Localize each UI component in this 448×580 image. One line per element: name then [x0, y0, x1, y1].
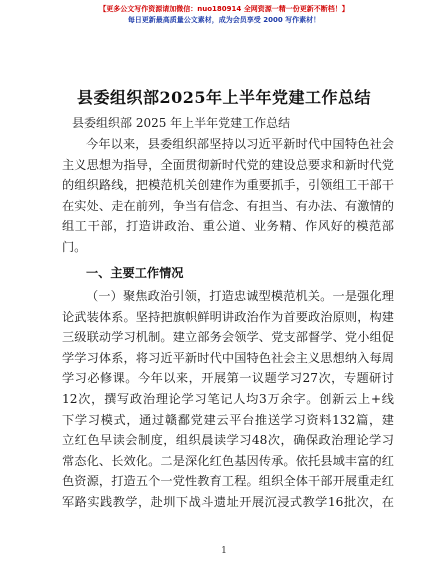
section-line: 下学习模式，通过赣鄱党建云平台推送学习资料132篇，建	[62, 412, 394, 427]
promo-line-red: 【更多公文写作资源请加微信：nuo180914 全网资源一精一份更新不断档！】	[99, 5, 349, 13]
section-line: 学学习体系，将习近平新时代中国特色社会主义思想纳入每周	[62, 350, 394, 365]
intro-line: 今年以来，县委组织部坚持以习近平新时代中国特色社会	[86, 137, 394, 151]
section-line: 军路实践教学，赴圳下战斗遗址开展沉浸式教学16批次，在	[62, 494, 394, 509]
section-line: （一）聚焦政治引领，打造忠诚型模范机关。一是强化理	[86, 289, 394, 303]
document-subtitle: 县委组织部 2025 年上半年党建工作总结	[72, 116, 291, 130]
intro-line: 门。	[62, 239, 87, 254]
section-line: 常态化、长效化。二是深化红色基因传承。依托县域丰富的红	[62, 453, 394, 468]
intro-line: 组工干部，打造讲政治、重公道、业务精、作风好的模范部	[62, 219, 394, 234]
document-title: 县委组织部2025年上半年党建工作总结	[76, 88, 372, 107]
section-line: 三级联动学习机制。建立部务会领学、党支部督学、党小组促	[62, 330, 394, 345]
section-heading: 一、主要工作情况	[86, 266, 184, 280]
section-line: 论武装体系。坚持把旗帜鲜明讲政治作为首要政治原则，构建	[62, 309, 394, 324]
promo-line-blue: 每日更新最高质量公文素材，成为会员享受 2000 写作素材！	[127, 16, 321, 24]
intro-line: 在实处、走在前列，争当有信念、有担当、有办法、有激情的	[62, 198, 394, 213]
section-line: 学习必修课。今年以来，开展第一议题学习27次，专题研讨	[62, 371, 394, 386]
section-line: 色资源，打造五个一党性教育工程。组织全体干部开展重走红	[62, 474, 394, 489]
promo-banner	[0, 4, 448, 26]
section-paragraph	[62, 286, 394, 513]
intro-line: 主义思想为指导，全面贯彻新时代党的建设总要求和新时代党	[62, 157, 394, 172]
section-line: 12次，撰写政治理论学习笔记人均3万余字。创新云上+线	[62, 391, 394, 406]
page-number: 1	[221, 546, 227, 556]
intro-paragraph	[62, 134, 394, 258]
section-line: 立红色早读会制度，组织晨读学习48次，确保政治理论学习	[62, 433, 394, 448]
intro-line: 的组织路线，把模范机关创建作为重要抓手，引领组工干部干	[62, 178, 394, 193]
